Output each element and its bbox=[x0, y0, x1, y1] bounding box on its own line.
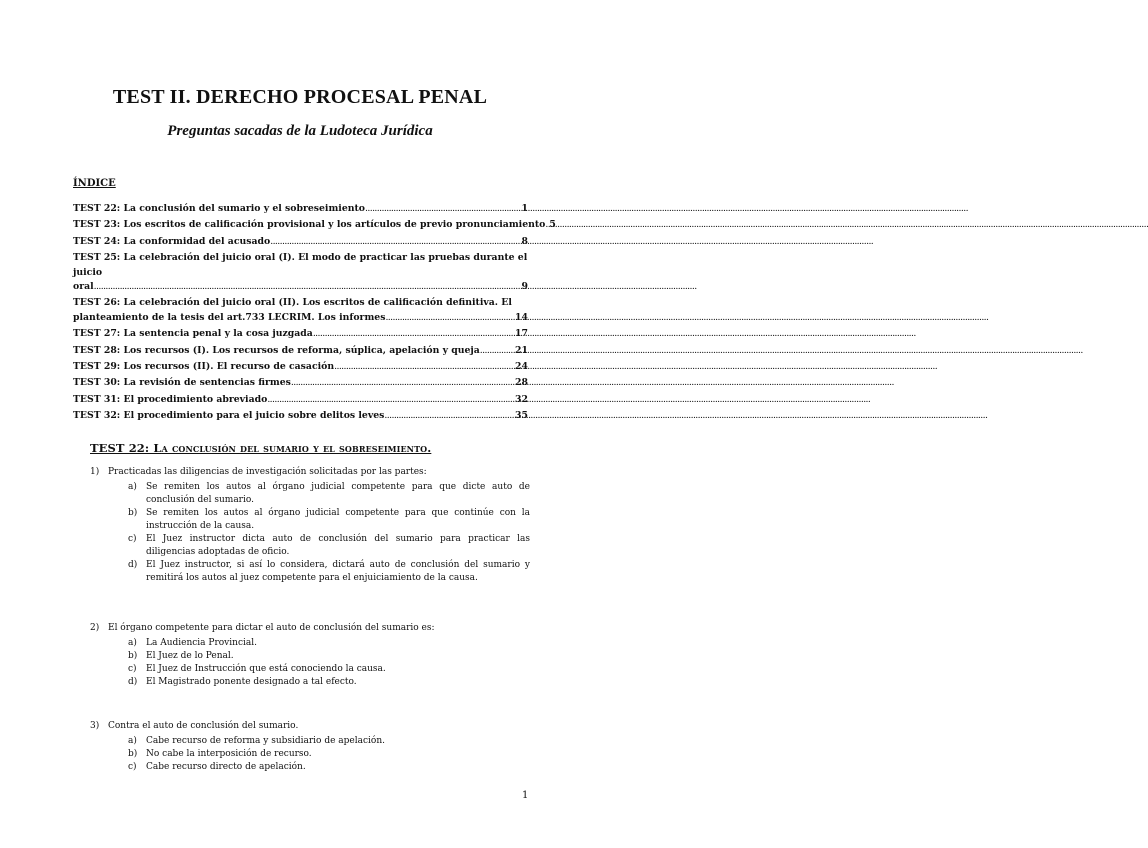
toc-entry-line1: TEST 26: La celebración del juicio oral (II). Los escritos de calificación definitiva. El bbox=[73, 297, 512, 309]
option-letter: b) bbox=[128, 651, 138, 661]
toc-entry[interactable] bbox=[73, 344, 528, 358]
index-heading: ÍNDICE bbox=[73, 178, 116, 189]
section-heading-rest: a conclusión del sumario y el sobreseimiento. bbox=[161, 441, 432, 455]
option-letter: c) bbox=[128, 534, 137, 544]
answer-option bbox=[128, 507, 530, 533]
answer-option bbox=[128, 761, 530, 774]
toc-leader bbox=[384, 409, 515, 423]
answer-option bbox=[128, 559, 530, 585]
toc-entry-page: 28 bbox=[515, 377, 528, 389]
toc-leader bbox=[270, 235, 521, 249]
option-letter: d) bbox=[128, 677, 138, 687]
toc-entry-page: 24 bbox=[515, 361, 528, 373]
answer-option bbox=[128, 637, 530, 650]
option-letter: c) bbox=[128, 664, 137, 674]
toc-entry-text: TEST 31: El procedimiento abreviado bbox=[73, 393, 268, 405]
toc-entry-text: TEST 22: La conclusión del sumario y el sobreseimiento bbox=[73, 203, 366, 214]
toc-entry-text: TEST 27: La sentencia penal y la cosa juzgada bbox=[73, 328, 313, 340]
toc-entry[interactable] bbox=[73, 218, 556, 232]
toc-entry-line1: TEST 25: La celebración del juicio oral (I). El modo de practicar las pruebas durante el juicio bbox=[73, 252, 528, 278]
toc-entry-page: 5 bbox=[549, 219, 556, 231]
toc-entry[interactable] bbox=[73, 202, 528, 216]
option-text: El Juez instructor dicta auto de conclusión del sumario para practicar las diligencias adoptadas de oficio. bbox=[146, 534, 530, 557]
option-text: Cabe recurso de reforma y subsidiario de apelación. bbox=[146, 736, 385, 746]
toc-leader bbox=[385, 311, 515, 325]
section-heading bbox=[90, 441, 431, 455]
answer-options bbox=[128, 481, 530, 585]
question bbox=[90, 466, 530, 585]
toc-leader bbox=[480, 344, 515, 358]
option-letter: b) bbox=[128, 508, 138, 518]
toc-entry-page: 32 bbox=[515, 393, 528, 405]
toc-entry[interactable] bbox=[73, 251, 528, 294]
toc-leader bbox=[267, 393, 515, 407]
toc-leader bbox=[334, 360, 515, 374]
toc-entry-page: 1 bbox=[521, 203, 528, 214]
table-of-contents bbox=[73, 202, 556, 426]
toc-entry[interactable] bbox=[73, 360, 528, 374]
toc-entry-text: planteamiento de la tesis del art.733 LECRIM. Los informes bbox=[73, 311, 386, 323]
option-text: El Juez instructor, si así lo considera, dictará auto de conclusión del sumario y remitirá los autos al juez competente para el enjuiciamiento de la causa. bbox=[146, 560, 530, 583]
option-letter: b) bbox=[128, 749, 138, 759]
option-text: Se remiten los autos al órgano judicial competente para que continúe con la instrucción de la causa. bbox=[146, 508, 530, 531]
page-number: 1 bbox=[522, 790, 529, 801]
answer-option bbox=[128, 481, 530, 507]
answer-option bbox=[128, 735, 530, 748]
toc-entry-page: 14 bbox=[515, 311, 528, 323]
question-text: El órgano competente para dictar el auto de conclusión del sumario es: bbox=[108, 623, 435, 633]
question-text: Contra el auto de conclusión del sumario. bbox=[108, 721, 299, 731]
answer-option bbox=[128, 650, 530, 663]
document-title: TEST II. DERECHO PROCESAL PENAL bbox=[112, 86, 488, 108]
toc-entry[interactable] bbox=[73, 235, 528, 249]
toc-leader bbox=[313, 327, 515, 341]
answer-options bbox=[128, 637, 530, 689]
option-text: La Audiencia Provincial. bbox=[146, 638, 257, 648]
option-letter: a) bbox=[128, 638, 137, 648]
toc-entry-text: TEST 32: El procedimiento para el juicio sobre delitos leves bbox=[73, 410, 385, 422]
answer-option bbox=[128, 748, 530, 761]
answer-option bbox=[128, 663, 530, 676]
question-number: 2) bbox=[90, 623, 100, 633]
toc-entry-text: TEST 24: La conformidad del acusado bbox=[73, 235, 271, 247]
toc-entry-text: TEST 29: Los recursos (II). El recurso de casación bbox=[73, 361, 335, 373]
toc-entry-page: 9 bbox=[521, 281, 528, 293]
toc-entry-text: TEST 23: Los escritos de calificación provisional y los artículos de previo pronunciamiento bbox=[73, 219, 546, 231]
toc-leader bbox=[94, 280, 522, 294]
option-letter: a) bbox=[128, 736, 137, 746]
toc-entry-page: 8 bbox=[521, 235, 528, 247]
toc-entry[interactable] bbox=[73, 409, 528, 423]
document-subtitle: Preguntas sacadas de la Ludoteca Jurídica bbox=[167, 123, 433, 139]
option-text: El Magistrado ponente designado a tal efecto. bbox=[146, 677, 357, 687]
question bbox=[90, 622, 530, 689]
toc-entry[interactable] bbox=[73, 327, 528, 341]
toc-entry[interactable] bbox=[73, 376, 528, 390]
toc-entry-page: 35 bbox=[515, 410, 528, 422]
option-letter: d) bbox=[128, 560, 138, 570]
toc-entry-page: 17 bbox=[515, 328, 528, 340]
section-heading-prefix: TEST 22: L bbox=[90, 441, 162, 455]
option-text: Cabe recurso directo de apelación. bbox=[146, 762, 306, 772]
toc-entry-text: TEST 28: Los recursos (I). Los recursos de reforma, súplica, apelación y queja bbox=[73, 344, 480, 356]
option-text: El Juez de Instrucción que está conociendo la causa. bbox=[146, 664, 386, 674]
toc-entry[interactable] bbox=[73, 393, 528, 407]
question-number: 1) bbox=[90, 467, 100, 477]
toc-leader bbox=[291, 376, 515, 390]
answer-option bbox=[128, 676, 530, 689]
answer-option bbox=[128, 533, 530, 559]
option-text: El Juez de lo Penal. bbox=[146, 651, 234, 661]
option-text: No cabe la interposición de recurso. bbox=[146, 749, 312, 759]
answer-options bbox=[128, 735, 530, 774]
toc-entry[interactable] bbox=[73, 296, 528, 325]
toc-leader bbox=[365, 202, 522, 216]
toc-entry-text: oral bbox=[73, 281, 94, 293]
question bbox=[90, 720, 530, 774]
option-letter: a) bbox=[128, 482, 137, 492]
question-text: Practicadas las diligencias de investigación solicitadas por las partes: bbox=[108, 467, 427, 477]
option-text: Se remiten los autos al órgano judicial competente para que dicte auto de conclusión del sumario. bbox=[146, 482, 530, 505]
option-letter: c) bbox=[128, 762, 137, 772]
toc-entry-text: TEST 30: La revisión de sentencias firmes bbox=[73, 377, 291, 389]
toc-entry-page: 21 bbox=[515, 344, 528, 356]
question-number: 3) bbox=[90, 721, 100, 731]
